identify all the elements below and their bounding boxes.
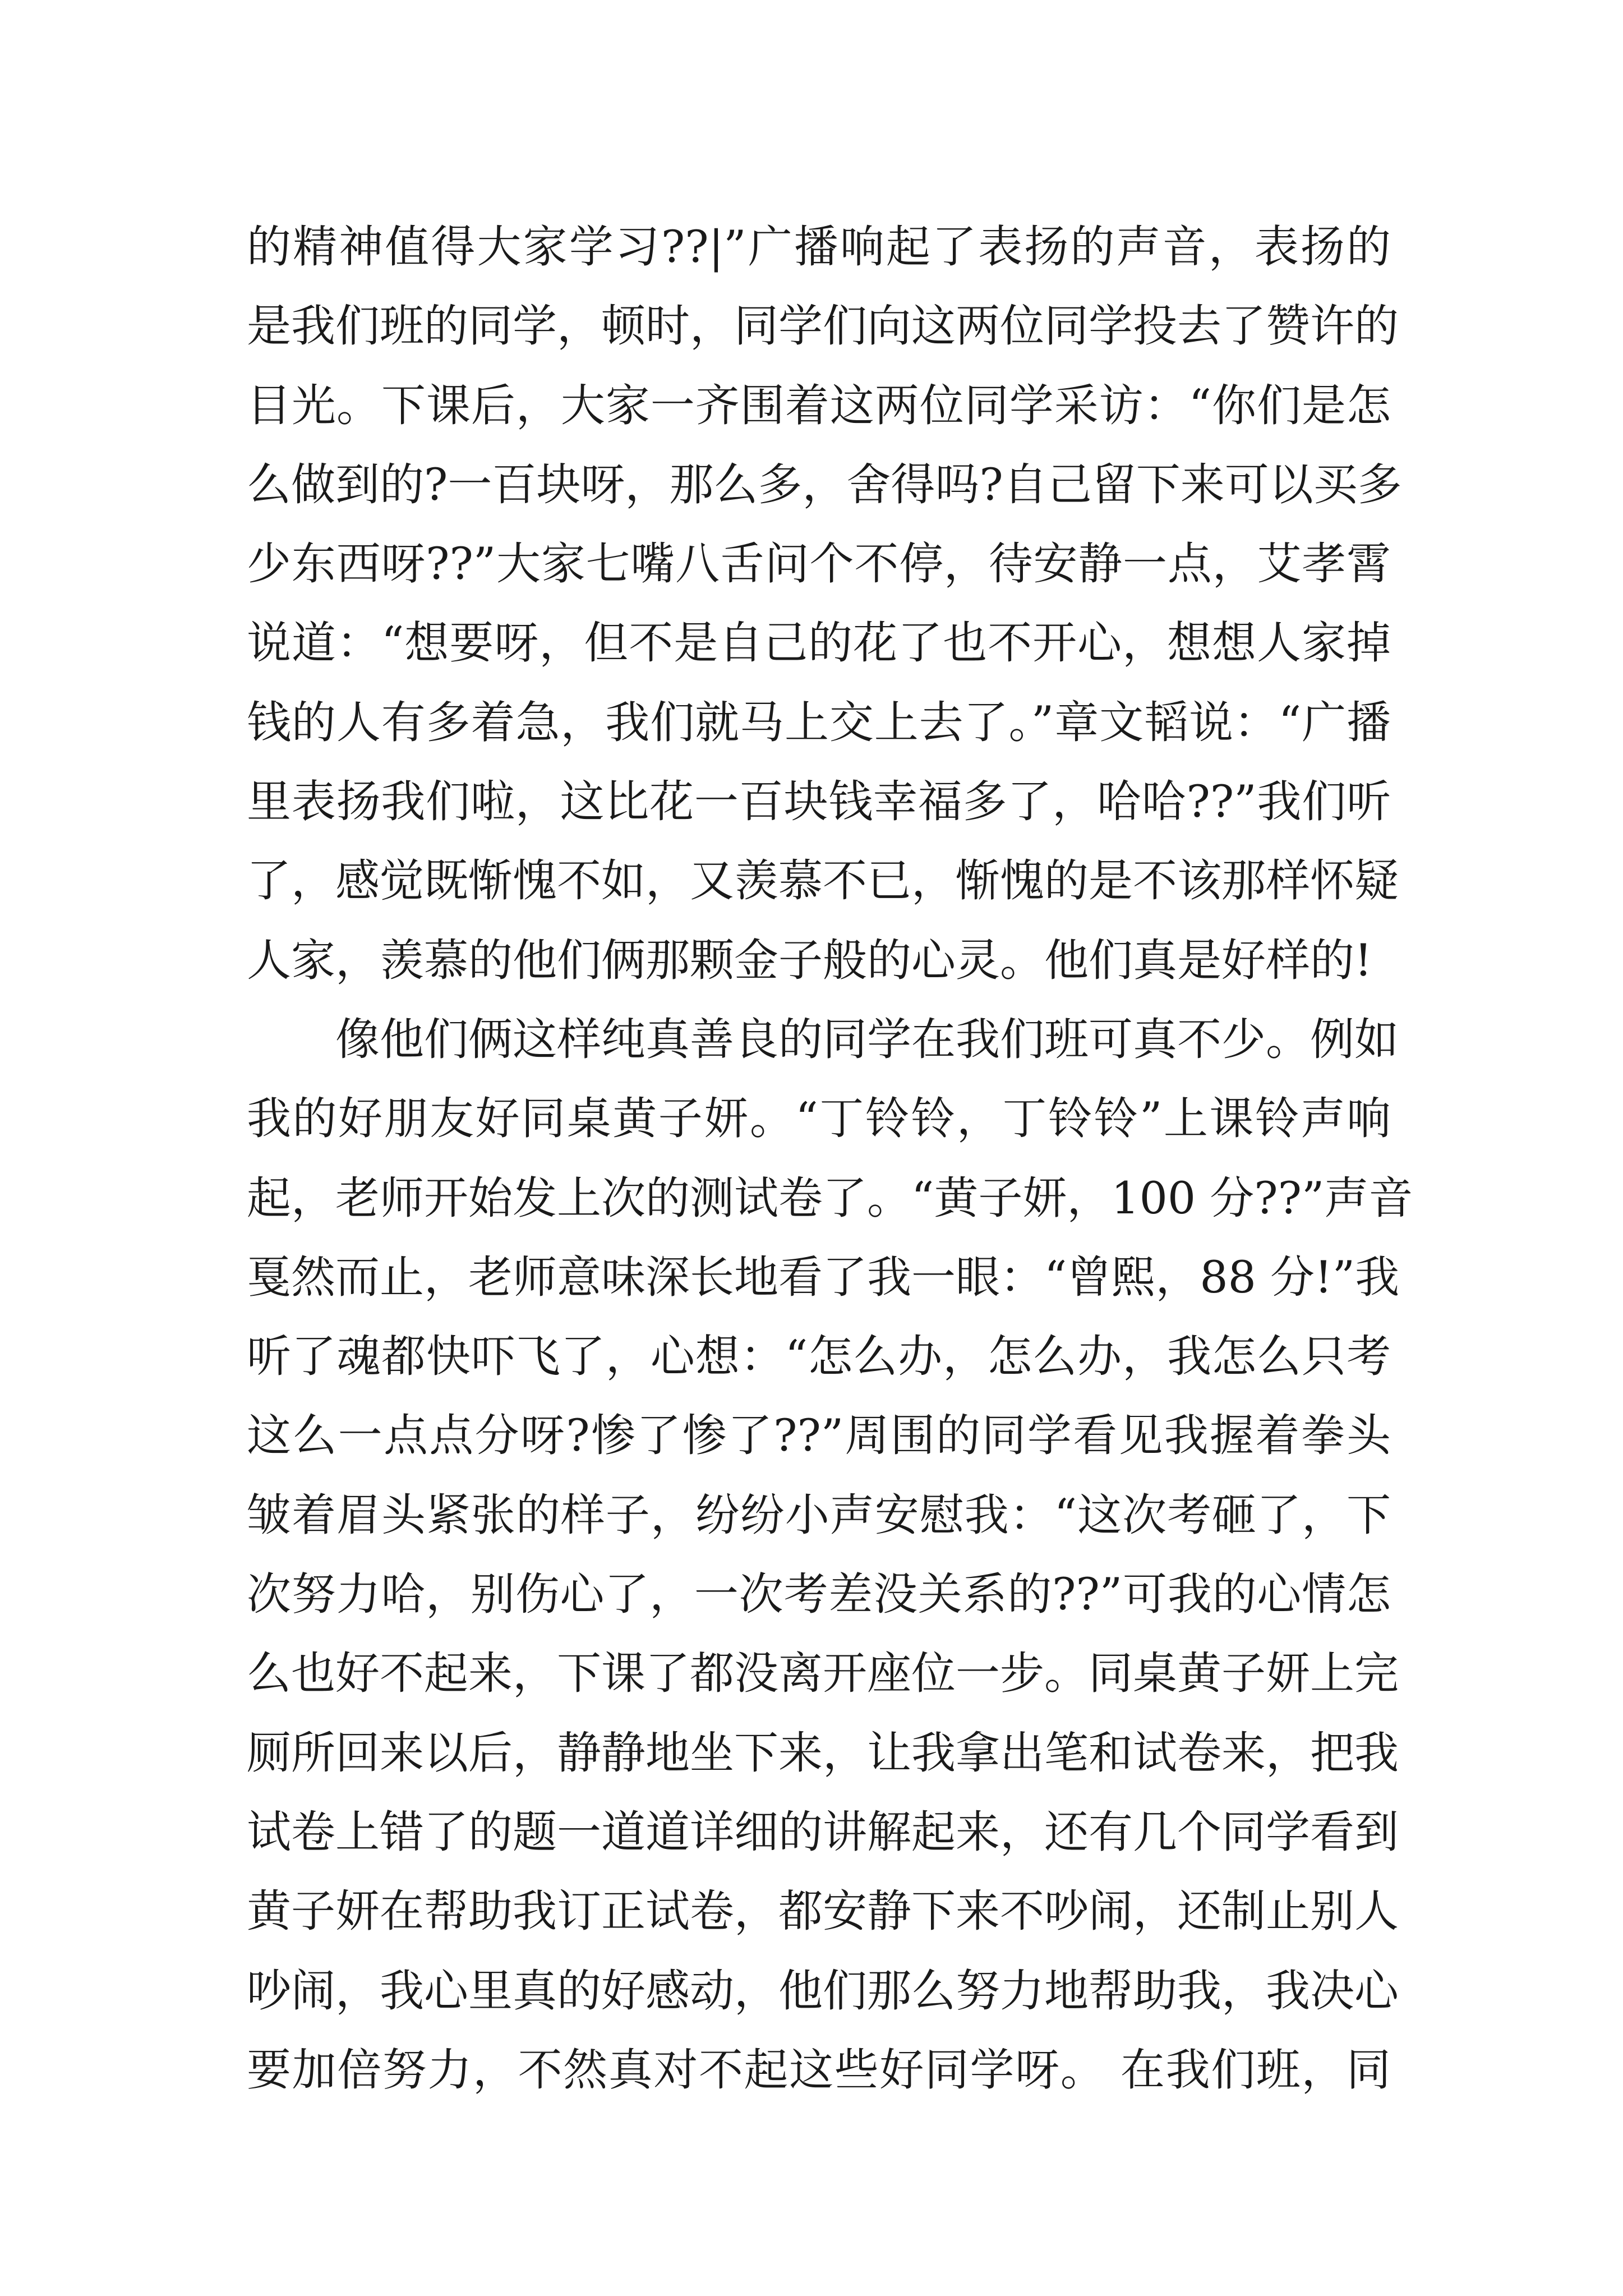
text-line: 试卷上错了的题一道道详细的讲解起来，还有几个同学看到 <box>247 1806 1399 1858</box>
text-line: 的精神值得大家学习??|”广播响起了表扬的声音，表扬的 <box>247 221 1391 273</box>
text-line: 么做到的?一百块呀，那么多，舍得吗?自己留下来可以买多 <box>247 458 1402 510</box>
text-line: 钱的人有多着急，我们就马上交上去了。”章文韬说：“广播 <box>247 696 1391 748</box>
text-line: 我的好朋友好同桌黄子妍。“丁铃铃，丁铃铃”上课铃声响 <box>247 1093 1391 1145</box>
text-line: 了，感觉既惭愧不如，又羡慕不已，惭愧的是不该那样怀疑 <box>247 855 1399 907</box>
text-line: 吵闹，我心里真的好感动，他们那么努力地帮助我，我决心 <box>247 1964 1399 2017</box>
text-line: 里表扬我们啦，这比花一百块钱幸福多了，哈哈??”我们听 <box>247 776 1391 828</box>
text-line: 皱着眉头紧张的样子，纷纷小声安慰我：“这次考砸了，下 <box>247 1489 1391 1541</box>
text-line: 听了魂都快吓飞了，心想：“怎么办，怎么办，我怎么只考 <box>247 1331 1391 1383</box>
paragraph-2 <box>247 1000 1413 2110</box>
text-line: 次努力哈，别伤心了，一次考差没关系的??”可我的心情怎 <box>247 1568 1391 1621</box>
body-text <box>247 208 1413 2110</box>
paragraph-1 <box>247 208 1402 1000</box>
text-line: 这么一点点分呀?惨了惨了??”周围的同学看见我握着拳头 <box>247 1410 1391 1462</box>
text-line: 少东西呀??”大家七嘴八舌问个不停，待安静一点，艾孝霄 <box>247 538 1391 590</box>
text-line: 人家，羡慕的他们俩那颗金子般的心灵。他们真是好样的! <box>247 934 1372 986</box>
text-line: 像他们俩这样纯真善良的同学在我们班可真不少。例如 <box>335 1013 1399 1065</box>
text-line: 要加倍努力，不然真对不起这些好同学呀。 在我们班，同 <box>247 2044 1391 2096</box>
text-line: 戛然而止，老师意味深长地看了我一眼：“曾熙，88 分!”我 <box>247 1251 1400 1303</box>
text-line: 黄子妍在帮助我订正试卷，都安静下来不吵闹，还制止别人 <box>247 1885 1399 1938</box>
text-line: 是我们班的同学，顿时，同学们向这两位同学投去了赞许的 <box>247 300 1399 352</box>
text-line: 说道：“想要呀，但不是自己的花了也不开心，想想人家掉 <box>247 617 1391 669</box>
text-line: 起，老师开始发上次的测试卷了。“黄子妍，100 分??”声音 <box>247 1172 1413 1224</box>
text-line: 厕所回来以后，静静地坐下来，让我拿出笔和试卷来，把我 <box>247 1727 1399 1779</box>
text-line: 目光。下课后，大家一齐围着这两位同学采访：“你们是怎 <box>247 379 1391 431</box>
text-line: 么也好不起来，下课了都没离开座位一步。同桌黄子妍上完 <box>247 1648 1399 1700</box>
